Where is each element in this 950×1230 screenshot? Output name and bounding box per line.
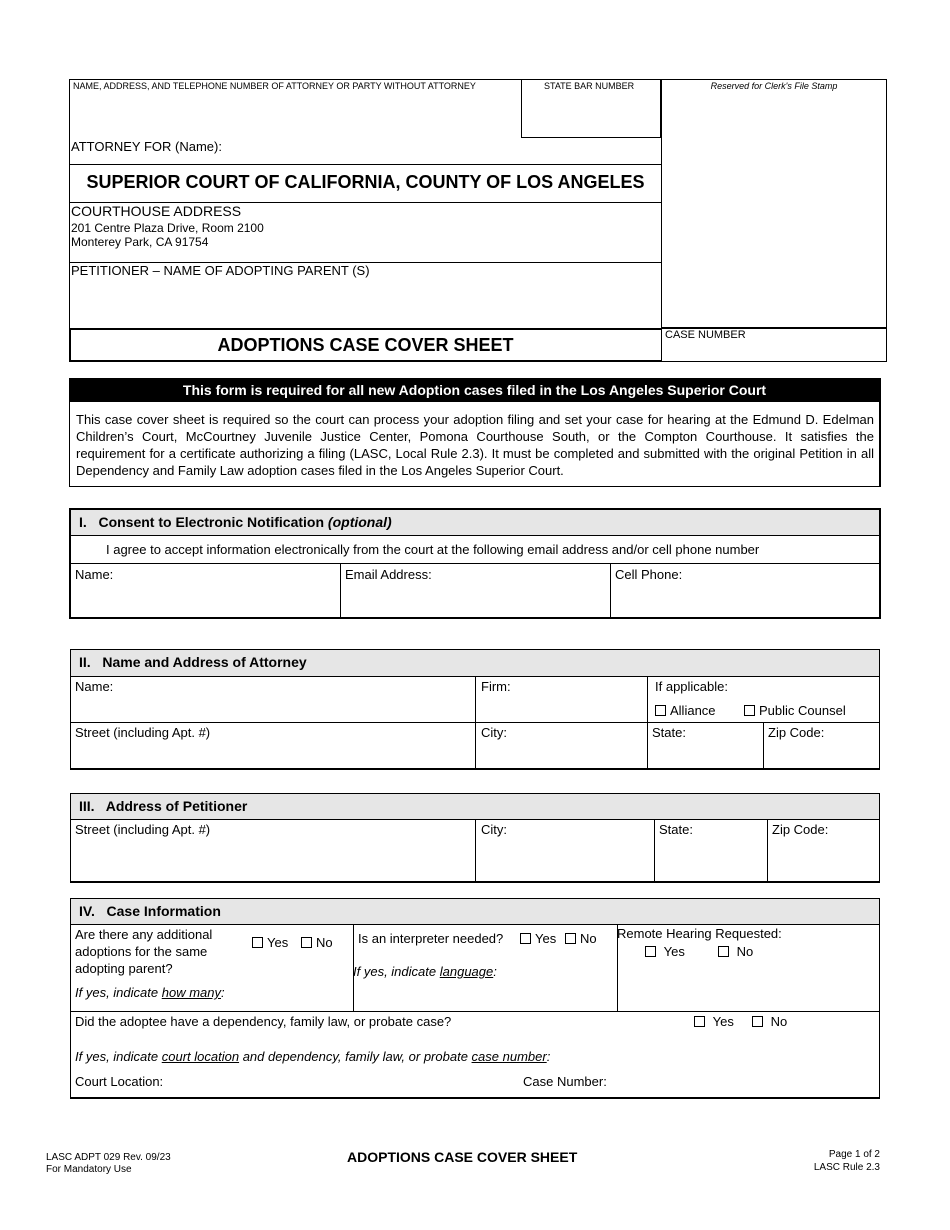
how-many-prompt: If yes, indicate how many: (75, 985, 225, 1000)
remote-no-option[interactable]: No (718, 944, 753, 959)
pet-street-label: Street (including Apt. #) (75, 822, 211, 837)
attorney-for-label: ATTORNEY FOR (Name): (71, 139, 222, 154)
atty-street-label: Street (including Apt. #) (75, 725, 211, 740)
state-bar-label: STATE BAR NUMBER (544, 81, 635, 91)
atty-city-label: City: (481, 725, 507, 740)
atty-name-field[interactable] (70, 676, 476, 723)
remote-no-checkbox[interactable] (718, 946, 729, 957)
atty-if-applicable-label: If applicable: (655, 679, 728, 694)
interpreter-no-checkbox[interactable] (565, 933, 576, 944)
clerk-stamp-label: Reserved for Clerk's File Stamp (710, 81, 838, 91)
section-2-title: Name and Address of Attorney (102, 654, 307, 670)
consent-name-label: Name: (75, 567, 114, 582)
section-4-header (70, 898, 880, 925)
section-1-number: I. (79, 514, 87, 530)
footer-rule: LASC Rule 2.3 (813, 1162, 880, 1173)
additional-no-checkbox[interactable] (301, 937, 312, 948)
section-2-header (70, 649, 880, 677)
attorney-info-label: NAME, ADDRESS, AND TELEPHONE NUMBER OF ATTORNEY OR PARTY WITHOUT ATTORNEY (73, 81, 476, 91)
language-prompt: If yes, indicate language: (353, 964, 497, 979)
caption-header (69, 79, 887, 363)
notice-title: This form is required for all new Adoption cases filed in the Los Angeles Superior Court (70, 379, 879, 402)
section-2-number: II. (79, 654, 91, 670)
section-1-optional: (optional) (327, 514, 392, 530)
petitioner-label: PETITIONER – NAME OF ADOPTING PARENT (S) (71, 263, 370, 278)
dep-case-number-label: Case Number: (523, 1074, 607, 1089)
footer-title: ADOPTIONS CASE COVER SHEET (347, 1149, 578, 1165)
alliance-label: Alliance (670, 703, 716, 718)
pet-city-label: City: (481, 822, 507, 837)
additional-no-option[interactable]: No (301, 935, 333, 950)
consent-agree-text: I agree to accept information electronically from the court at the following email address and/or cell phone number (106, 542, 760, 557)
court-location-label: Court Location: (75, 1074, 164, 1089)
pet-zip-label: Zip Code: (772, 822, 829, 837)
notice-body: This case cover sheet is required so the court can process your adoption filing and set your case for hearing at the Edmund D. Edelman Children’s Court, McCourtney Juvenile Justice Center, Pomona Courthouse South, or the Compton Courthouse. It satisfies the requirement for a certificate authorizing a filing (LASC, Local Rule 2.3). It must be completed and submitted with the original Petition in all Dependency and Family Law adoption cases filed in the Los Angeles Superior Court. (76, 412, 874, 478)
alliance-option[interactable] (655, 703, 716, 718)
dependency-no-checkbox[interactable] (752, 1016, 763, 1027)
form-title: ADOPTIONS CASE COVER SHEET (217, 335, 514, 355)
dependency-yes-checkbox[interactable] (694, 1016, 705, 1027)
courthouse-line2: Monterey Park, CA 91754 (71, 235, 209, 249)
interpreter-no-option[interactable]: No (565, 931, 597, 946)
q-additional-line2: adoptions for the same (75, 944, 208, 959)
atty-zip-label: Zip Code: (768, 725, 825, 740)
footer-mandatory: For Mandatory Use (46, 1164, 132, 1175)
atty-name-label: Name: (75, 679, 114, 694)
section-4-number: IV. (79, 903, 95, 919)
atty-state-label: State: (652, 725, 686, 740)
public-counsel-checkbox[interactable] (744, 705, 755, 716)
footer-form-code: LASC ADPT 029 Rev. 09/23 (46, 1152, 171, 1163)
dependency-no-option[interactable]: No (752, 1014, 787, 1029)
additional-yes-checkbox[interactable] (252, 937, 263, 948)
section-1-header (69, 508, 881, 536)
alliance-checkbox[interactable] (655, 705, 666, 716)
footer-page: Page 1 of 2 (828, 1149, 880, 1160)
notice-box (69, 378, 881, 487)
consent-email-label: Email Address: (345, 567, 432, 582)
atty-firm-label: Firm: (481, 679, 511, 694)
interpreter-yes-option[interactable]: Yes (520, 931, 556, 946)
section-3-title: Address of Petitioner (105, 798, 248, 814)
dependency-yes-option[interactable]: Yes (694, 1014, 734, 1029)
dependency-instructions: If yes, indicate court location and dependency, family law, or probate case number: (75, 1049, 551, 1064)
q-additional-line1: Are there any additional (75, 927, 213, 942)
remote-yes-option[interactable]: Yes (645, 944, 685, 959)
remote-yes-checkbox[interactable] (645, 946, 656, 957)
courthouse-label: COURTHOUSE ADDRESS (71, 203, 242, 219)
q-additional-line3: adopting parent? (75, 961, 173, 976)
section-3-number: III. (79, 798, 95, 814)
court-name: SUPERIOR COURT OF CALIFORNIA, COUNTY OF LOS ANGELES (86, 172, 645, 192)
remote-hearing-question: Remote Hearing Requested: (617, 926, 782, 941)
public-counsel-label: Public Counsel (759, 703, 846, 718)
consent-cell-label: Cell Phone: (615, 567, 683, 582)
section-3-header (70, 793, 880, 820)
interpreter-yes-checkbox[interactable] (520, 933, 531, 944)
public-counsel-option[interactable] (744, 703, 846, 718)
additional-yes-option[interactable]: Yes (252, 935, 288, 950)
section-4-title: Case Information (106, 903, 221, 919)
interpreter-question: Is an interpreter needed? (358, 931, 504, 946)
case-number-label: CASE NUMBER (665, 329, 746, 341)
dependency-question: Did the adoptee have a dependency, family law, or probate case? (75, 1014, 452, 1029)
section-1-title: Consent to Electronic Notification (98, 514, 325, 530)
courthouse-line1: 201 Centre Plaza Drive, Room 2100 (71, 221, 264, 235)
pet-state-label: State: (659, 822, 693, 837)
clerk-stamp-box (661, 79, 887, 328)
